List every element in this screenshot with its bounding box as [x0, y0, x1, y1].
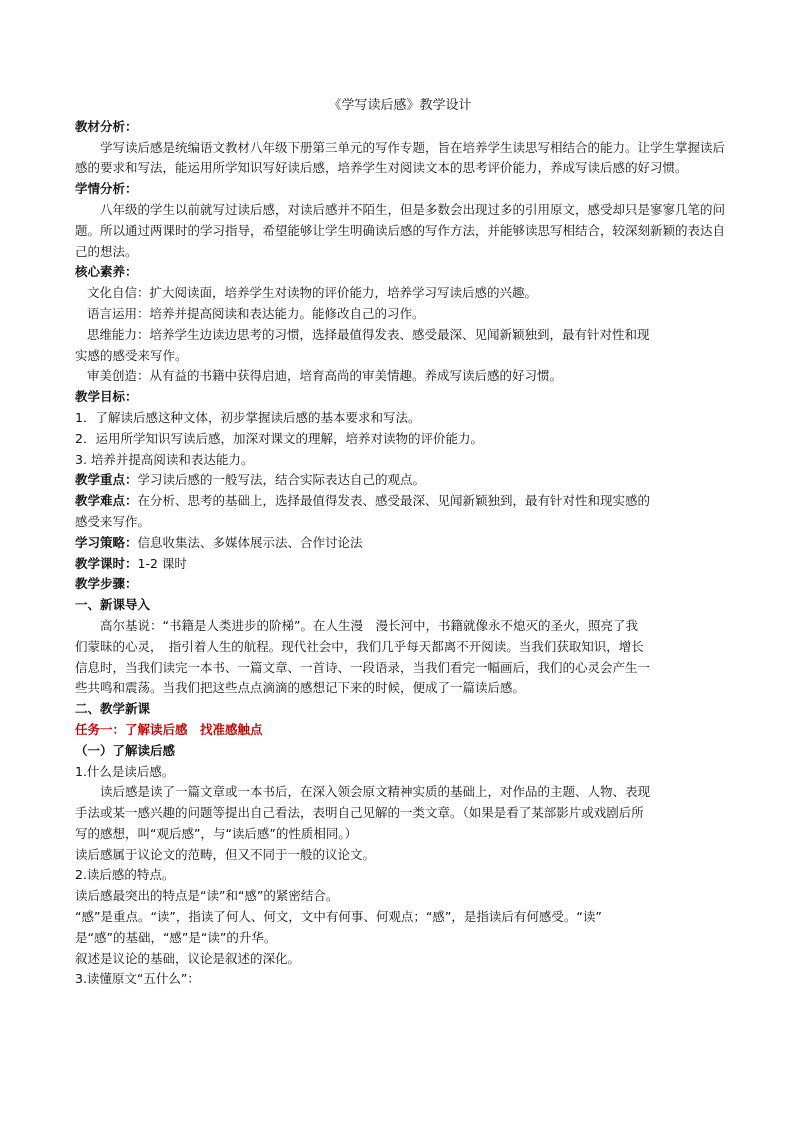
core-literacy-culture: 文化自信：扩大阅读面，培养学生对读物的评价能力，培养学习写读后感的兴趣。 [87, 285, 538, 301]
difficulty-text-line2: 感受来写作。 [75, 513, 151, 529]
core-literacy-heading: 核心素养： [75, 264, 138, 280]
learning-strategy [75, 533, 725, 554]
question-1: 1.什么是读后感。 [75, 763, 175, 779]
student-analysis-body: 八年级的学生以前就写过读后感，对读后感并不陌生，但是多数会出现过多的引用原文，感受却只是寥寥几笔的问题。所以通过两课时的学习指导，希望能够让学生明确读后感的写作方法，并能够读思写相结合，较深刻新颖的表达自己的想法。 [75, 201, 726, 259]
definition-line3: 写的感想，叫“观后感”，与“读后感”的性质相同。） [75, 825, 358, 841]
definition-line1: 读后感是读了一篇文章或一本书后，在深入领会原文精神实质的基础上，对作品的主题、人物、表现 [100, 784, 651, 800]
difficulty [75, 491, 725, 512]
feature-line4: 叙述是议论的基础，议论是叙述的深化。 [75, 950, 301, 966]
part1-line2: 们蒙昧的心灵， 指引着人生的航程。现代社会中，我们几乎每天都离不开阅读。当我们获取知识，增长 [75, 638, 644, 654]
class-hours-text: 1-2 课时 [137, 555, 187, 571]
core-literacy-aesthetic: 审美创造：从有益的书籍中获得启迪，培育高尚的审美情趣。养成写读后感的好习惯。 [87, 368, 563, 384]
question-2: 2.读后感的特点。 [75, 867, 175, 883]
material-analysis-heading: 教材分析： [75, 118, 138, 134]
key-point-label: 教学重点： [75, 472, 138, 488]
learning-strategy-text: 信息收集法、多媒体展示法、合作讨论法 [137, 534, 363, 550]
teaching-goal-3: 3. 培养并提高阅读和表达能力。 [75, 451, 254, 467]
teaching-goal-2: 2．运用所学知识写读后感，加深对课文的理解，培养对读物的评价能力。 [75, 430, 483, 446]
learning-strategy-label: 学习策略： [75, 534, 138, 550]
material-analysis-body: 学写读后感是统编语文教材八年级下册第三单元的写作专题，旨在培养学生读思写相结合的能力。让学生掌握读后感的要求和写法，能运用所学知识写好读后感，培养学生对阅读文本的思考评价能力，养成写读后感的好习惯。 [75, 139, 726, 176]
part1-heading: 一、新课导入 [75, 597, 151, 613]
key-point-text: 学习读后感的一般写法，结合实际表达自己的观点。 [137, 472, 426, 488]
teaching-goal-1: 1．了解读后感这种文体，初步掌握读后感的基本要求和写法。 [75, 409, 421, 425]
document-title: 《学写读后感》教学设计 [328, 98, 472, 113]
key-point [75, 470, 725, 491]
student-analysis-heading: 学情分析： [75, 181, 138, 197]
part2-heading: 二、教学新课 [75, 701, 151, 717]
difficulty-label: 教学难点： [75, 493, 138, 509]
part1-line1: 高尔基说：“书籍是人类进步的阶梯”。在人生漫 漫长河中，书籍就像永不熄灭的圣火，照亮了我 [100, 617, 638, 633]
definition-line4: 读后感属于议论文的范畴，但又不同于一般的议论文。 [75, 846, 376, 862]
part1-line4: 些共鸣和震荡。当我们把这些点点滴滴的感想记下来的时候，便成了一篇读后感。 [75, 680, 526, 696]
teaching-goals-heading: 教学目标： [75, 389, 138, 405]
core-literacy-thinking-line2: 实感的感受来写作。 [75, 347, 188, 363]
document-page [75, 96, 725, 990]
core-literacy-language: 语言运用：培养并提高阅读和表达能力。能修改自己的习作。 [87, 305, 425, 321]
core-literacy-thinking-line1: 思维能力：培养学生边读边思考的习惯，选择最值得发表、感受最深、见闻新颖独到，最有针对性和现 [87, 326, 650, 342]
part1-line3: 信息时，当我们读完一本书、一篇文章、一首诗、一段语录，当我们看完一幅画后，我们的心灵会产生一 [75, 659, 651, 675]
class-hours-label: 教学课时： [75, 555, 138, 571]
difficulty-text-line1: 在分析、思考的基础上，选择最值得发表、感受最深、见闻新颖独到，最有针对性和现实感的 [137, 493, 651, 509]
feature-line1: 读后感最突出的特点是“读”和“感”的紧密结合。 [75, 888, 339, 904]
class-hours [75, 554, 725, 575]
feature-line3: 是“感”的基础，“感”是“读”的升华。 [75, 929, 277, 945]
teaching-steps-heading: 教学步骤： [75, 576, 138, 592]
definition-line2: 手法或某一感兴趣的问题等提出自己看法，表明自己见解的一类文章。（如果是看了某部影片或戏剧后所 [75, 805, 644, 821]
feature-line2: “感”是重点。“读”，指读了何人、何文，文中有何事、何观点；“感”，是指读后有何感受。“读” [75, 909, 602, 925]
task1-heading: 任务一：了解读后感 找准感触点 [75, 721, 263, 737]
sub1-heading: （一）了解读后感 [75, 742, 176, 758]
question-3: 3.读懂原文“五什么”： [75, 971, 200, 987]
